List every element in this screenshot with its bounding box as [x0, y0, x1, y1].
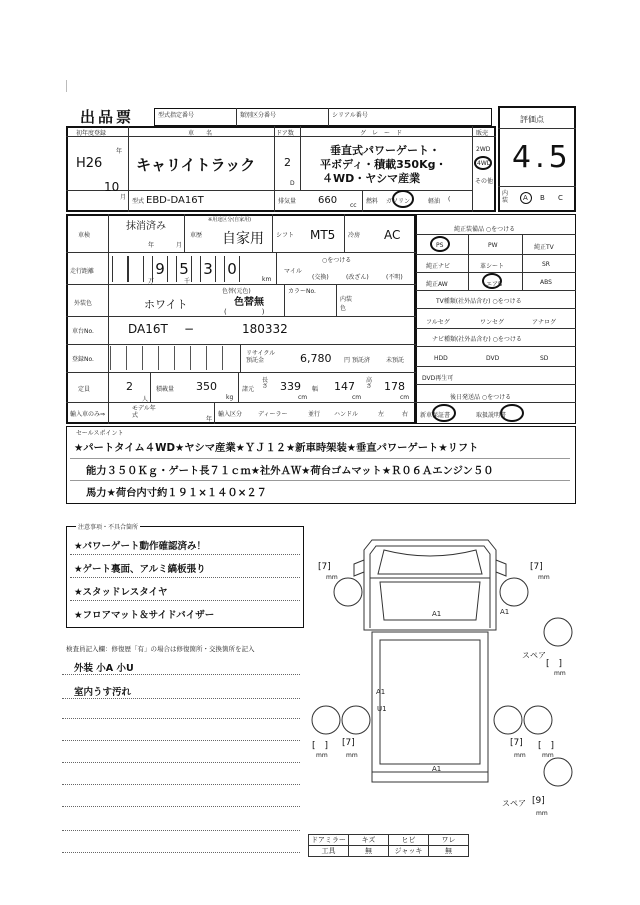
inspection-label: 車検: [78, 232, 91, 239]
note-4: ★フロアマット＆サイドバイザー: [74, 610, 215, 621]
grade-line-1: 垂直式パワーゲート・: [330, 144, 440, 157]
spare-top-depth: [ ]: [546, 659, 563, 669]
reg-no-cell: [190, 346, 206, 370]
tire-rear-right-outer-depth: [ ]: [538, 741, 555, 751]
navi-hdd: HDD: [434, 355, 448, 362]
serial-no-label: シリアル番号: [332, 112, 368, 119]
navi-sd: SD: [540, 355, 549, 362]
equipment-title: 純正装備品 ○をつける: [454, 226, 516, 233]
import-parallel: 並行: [308, 411, 321, 418]
footer-header-cell: ドアミラー: [309, 835, 349, 846]
tire-rear-left-inner-depth: [7]: [342, 738, 355, 748]
tire-front-left-depth: [7]: [318, 562, 331, 572]
reg-no-cell: [206, 346, 222, 370]
equip-airbag: エアB: [486, 281, 503, 288]
transmission: MT5: [310, 228, 336, 242]
mileage-digit: 5: [176, 256, 192, 282]
doors-label: ドア数: [276, 130, 294, 137]
first-reg-label: 初年度登録: [76, 130, 107, 137]
handle-label: ハンドル: [334, 411, 359, 418]
equip-ps: PS: [436, 242, 444, 249]
mileage-digit: [112, 256, 128, 282]
color-label: 外装色: [74, 300, 93, 307]
footer-value-cell: 工具: [309, 846, 349, 857]
tv-oneseg: ワンセグ: [480, 319, 505, 326]
fuel-label: 燃料: [366, 198, 379, 205]
chassis-number: 180332: [242, 322, 288, 336]
tv-analog: アナログ: [532, 319, 557, 326]
interior-grade-c: C: [558, 194, 563, 202]
ac-label: 冷房: [348, 232, 361, 239]
chassis-prefix: DA16T: [128, 322, 168, 336]
equip-aw: 純正AW: [426, 281, 448, 288]
import-dealer: ディーラー: [258, 411, 288, 418]
inspector-line-1: 外装 小A 小U: [74, 663, 134, 674]
inspector-dotted-line: [62, 830, 300, 831]
grade-label: グ レ ー ド: [360, 130, 403, 137]
load-label: 積載量: [156, 386, 175, 393]
grade-line-2: 平ボディ・積載350Kg・: [320, 158, 447, 171]
mark-left-bed: A1: [376, 688, 386, 696]
recycle-label: リサイクル預託金: [246, 350, 276, 364]
after-title: 後日発送品 ○をつける: [450, 394, 512, 401]
model-code: EBD-DA16T: [146, 195, 204, 206]
equip-sr: SR: [542, 261, 550, 268]
sales-points-label: セールスポイント: [76, 430, 124, 437]
reg-no-label: 登録No.: [72, 356, 94, 363]
spare-bottom-depth: [9]: [532, 796, 545, 806]
handle-right: 右: [402, 411, 409, 418]
sales-point-line-1: ★パートタイム４WD★ヤシマ産業★ＹＪ１２★新車時架装★垂直パワーゲート★リフト: [74, 442, 479, 454]
height: 178: [384, 380, 405, 393]
footer-header-cell: ヒビ: [389, 835, 429, 846]
navi-dvd: DVD: [486, 355, 500, 362]
drive-other: その他: [475, 178, 494, 185]
inspection-status: 抹消済み: [126, 221, 166, 232]
shift-label: シフト: [276, 232, 295, 239]
interior-grade-a: A: [523, 194, 528, 202]
interior-label: 内装: [502, 190, 509, 204]
mark-left-bed-u: U1: [377, 705, 387, 713]
interior-color-label: 内装色: [340, 296, 353, 312]
sales-label: 販売: [476, 130, 489, 137]
notes-label: 注意事項・不具合箇所: [78, 524, 139, 531]
fuel-gasoline: ガソリン: [386, 198, 411, 205]
inspector-dotted-line: [62, 674, 300, 675]
reg-no-cell: [158, 346, 174, 370]
recycle-fee: 6,780: [300, 352, 332, 365]
first-reg-month: 10: [104, 180, 120, 194]
usage-history: 自家用: [222, 231, 264, 247]
sales-point-line-3: 馬力★荷台内寸約１９１×１４０×２７: [86, 487, 267, 499]
manual: 取扱説明書: [476, 412, 507, 419]
drive-4wd: 4WD: [477, 160, 492, 167]
inspector-dotted-line: [62, 740, 300, 741]
inspector-dotted-line: [62, 718, 300, 719]
color-no-label: カラーNo.: [288, 288, 316, 295]
note-2: ★ゲート裏面、アルミ縞板張り: [74, 564, 206, 575]
car-name-label: 車 名: [188, 130, 213, 137]
footer-value-cell: 無: [429, 846, 469, 857]
interior-grade-b: B: [540, 194, 545, 202]
recycle-not-deposited: 未預託: [386, 357, 405, 364]
vehicle-damage-diagram: [300, 520, 590, 820]
mileage-digit: 9: [152, 256, 168, 282]
chassis-label: 車台No.: [72, 328, 94, 335]
footer-header-cell: キズ: [349, 835, 389, 846]
color-change: 色替無: [234, 297, 264, 308]
footer-header-cell: ワレ: [429, 835, 469, 846]
tv-fullseg: フルセグ: [426, 319, 450, 326]
drive-2wd: 2WD: [476, 146, 491, 153]
reg-no-cell: [142, 346, 158, 370]
mileage-label: 走行距離: [70, 268, 95, 275]
reg-no-cell: [126, 346, 142, 370]
mark-front-right: A1: [500, 608, 510, 616]
displacement-label: 排気量: [278, 198, 297, 205]
meter-label: マイル: [284, 268, 302, 275]
sheet-title: 出品票: [80, 108, 135, 126]
note-3: ★スタッドレスタイヤ: [74, 587, 168, 598]
fuel-diesel: 軽油: [428, 198, 441, 205]
recycle-deposited: 預託済: [352, 357, 371, 364]
equip-abs: ABS: [540, 279, 552, 286]
type-no-label: 型式指定番号: [158, 112, 195, 119]
sales-point-line-2: 能力３５０Ｋｇ・ゲート長７１ｃｍ★社外ＡＷ★荷台ゴムマット★Ｒ０６Ａエンジン５０: [86, 465, 494, 477]
door-count: 2: [284, 156, 291, 169]
history-label: 車歴: [190, 232, 203, 239]
mileage-digit: 0: [224, 256, 240, 282]
width: 147: [334, 380, 355, 393]
reg-no-cell: [110, 346, 126, 370]
tire-rear-left-outer-depth: [ ]: [312, 741, 329, 751]
inspector-dotted-line: [62, 806, 300, 807]
warranty-book: 新車保証書: [420, 412, 451, 419]
score-value: 4.5: [512, 140, 572, 175]
tv-title: TV種類(社外品含む) ○をつける: [436, 298, 522, 305]
inspector-label: 検査員記入欄：修復歴「有」の場合は修復箇所・交換箇所を記入: [66, 645, 255, 653]
dims-label: 諸元: [242, 386, 255, 393]
note-1: ★パワーゲート動作確認済み！: [74, 541, 207, 552]
mark-front-center: A1: [432, 610, 442, 618]
length: 339: [280, 380, 301, 393]
footer-value-cell: ジャッキ: [389, 846, 429, 857]
handle-left: 左: [378, 411, 385, 418]
equip-tv: 純正TV: [534, 244, 554, 251]
header-ids-row: [154, 108, 492, 126]
mark-rear: A1: [432, 765, 442, 773]
grade-line-3: ４WD・ヤシマ産業: [322, 172, 421, 185]
mileage-digit: 3: [200, 256, 216, 282]
equip-pw: PW: [488, 242, 498, 249]
model-label: 型式: [132, 198, 145, 205]
score-label: 評価点: [520, 115, 544, 124]
footer-table: [308, 834, 469, 857]
inspector-dotted-line: [62, 852, 300, 853]
inspector-dotted-line: [62, 784, 300, 785]
exterior-color: ホワイト: [144, 298, 188, 311]
load-capacity: 350: [196, 380, 217, 393]
tire-front-right-depth: [7]: [530, 562, 543, 572]
import-label: 輸入車のみ⇒: [70, 411, 106, 418]
first-reg-year: H26: [76, 156, 103, 171]
displacement: 660: [318, 195, 338, 206]
tire-rear-right-inner-depth: [7]: [510, 738, 523, 748]
capacity-label: 定員: [78, 386, 91, 393]
spare-label-top: スペア: [522, 651, 546, 660]
class-no-label: 類別区分番号: [240, 112, 277, 119]
ac-value: AC: [384, 228, 401, 242]
reg-no-cell: [174, 346, 190, 370]
navi-title: ナビ種類(社外品含む) ○をつける: [432, 336, 522, 343]
equip-navi: 純正ナビ: [426, 263, 451, 270]
spare-label-bottom: スペア: [502, 799, 526, 808]
reg-no-cell: [222, 346, 238, 370]
equip-leather: 革シート: [480, 263, 505, 270]
mileage-digit: [128, 256, 144, 282]
inspector-line-2: 室内うす汚れ: [74, 687, 132, 698]
seating-capacity: 2: [126, 380, 133, 393]
dvd-playback: DVD再生可: [422, 375, 454, 382]
car-name: キャリイトラック: [136, 156, 256, 174]
inspector-dotted-line: [62, 762, 300, 763]
footer-value-cell: 無: [349, 846, 389, 857]
inspector-dotted-line: [62, 698, 300, 699]
